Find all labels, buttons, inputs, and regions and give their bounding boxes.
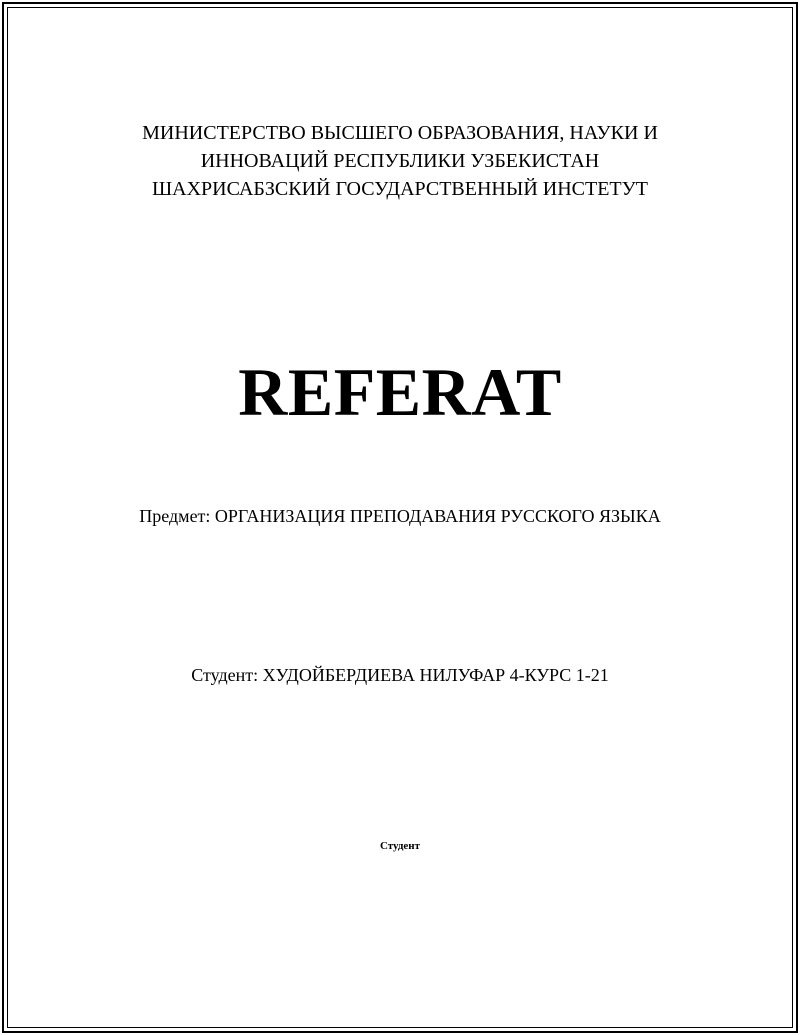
- subject-line: [40, 503, 760, 529]
- student-line: [40, 662, 760, 688]
- footer-student-label: Студент: [379, 840, 421, 852]
- subject-label: Предмет:: [139, 506, 211, 526]
- student-value: ХУДОЙБЕРДИЕВА НИЛУФАР 4-КУРС 1-21: [262, 665, 609, 685]
- student-label: Студент:: [191, 665, 259, 685]
- document-title: REFERAT: [238, 354, 562, 430]
- header-line-institute: ШАХРИСАБЗСКИЙ ГОСУДАРСТВЕННЫЙ ИНСТЕТУТ: [151, 178, 649, 200]
- header-line-ministry: МИНИСТЕРСТВО ВЫСШЕГО ОБРАЗОВАНИЯ, НАУКИ И: [142, 122, 658, 144]
- subject-value: ОРГАНИЗАЦИЯ ПРЕПОДАВАНИЯ РУССКОГО ЯЗЫКА: [214, 506, 661, 526]
- institution-header: [40, 119, 760, 203]
- header-line-innovation: ИННОВАЦИЙ РЕСПУБЛИКИ УЗБЕКИСТАН: [200, 150, 600, 172]
